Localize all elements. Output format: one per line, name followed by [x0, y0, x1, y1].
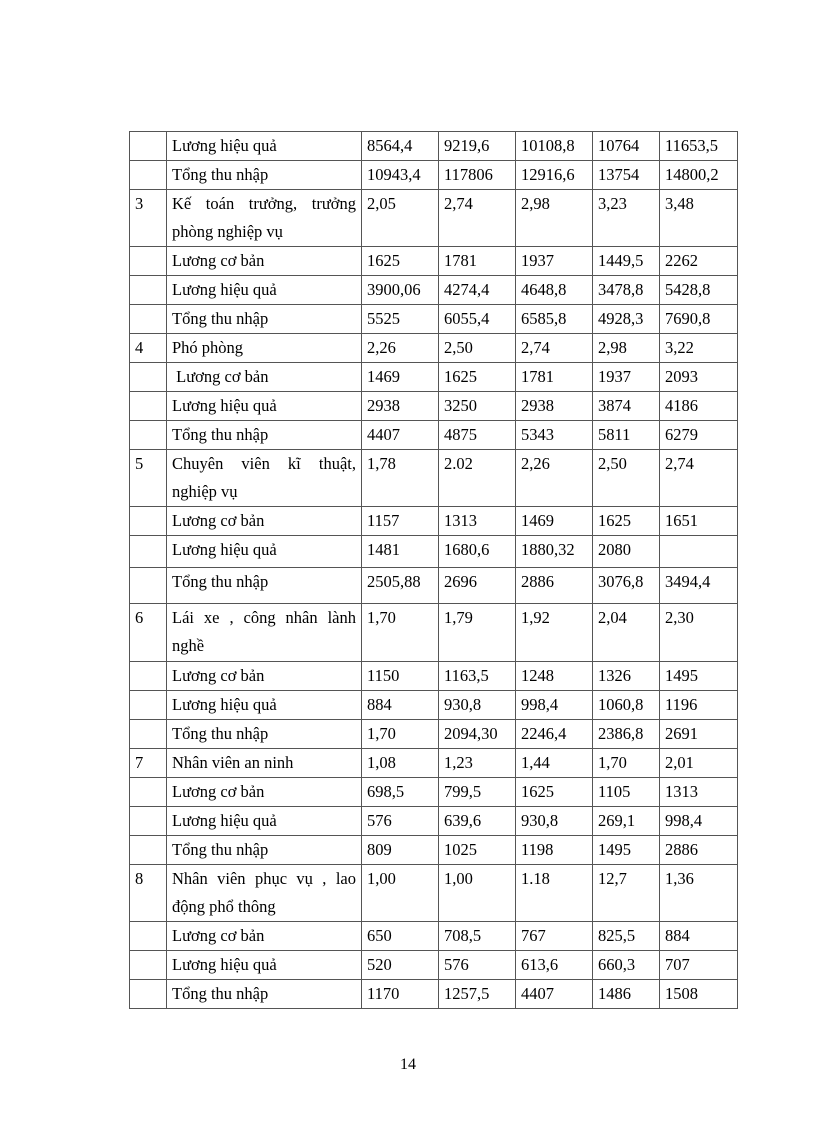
- value-cell: 12,7: [593, 865, 660, 922]
- value-cell: 1248: [516, 662, 593, 691]
- value-cell: 2,98: [593, 334, 660, 363]
- value-cell: 2,74: [516, 334, 593, 363]
- table-row: [130, 305, 738, 334]
- value-cell: 1508: [660, 980, 738, 1009]
- value-cell: 3,48: [660, 190, 738, 247]
- category-label-cell: Nhân viên phục vụ , lao động phổ thông: [167, 865, 362, 922]
- row-number-cell: [130, 132, 167, 161]
- row-number-cell: [130, 922, 167, 951]
- value-cell: 930,8: [516, 807, 593, 836]
- value-cell: 3494,4: [660, 568, 738, 604]
- table-row: [130, 161, 738, 190]
- table-row: [130, 334, 738, 363]
- table-row: [130, 836, 738, 865]
- value-cell: 2,05: [362, 190, 439, 247]
- value-cell: 1625: [362, 247, 439, 276]
- value-cell: 707: [660, 951, 738, 980]
- value-cell: 3250: [439, 392, 516, 421]
- table-row: [130, 604, 738, 662]
- item-label-cell: Tổng thu nhập: [167, 568, 362, 604]
- row-number-cell: [130, 536, 167, 568]
- value-cell: 1495: [593, 836, 660, 865]
- item-label-cell: Tổng thu nhập: [167, 980, 362, 1009]
- value-cell: 10764: [593, 132, 660, 161]
- value-cell: 3076,8: [593, 568, 660, 604]
- value-cell: [660, 536, 738, 568]
- row-number-cell: [130, 568, 167, 604]
- row-number-cell: 3: [130, 190, 167, 247]
- category-label-cell: Phó phòng: [167, 334, 362, 363]
- value-cell: 117806: [439, 161, 516, 190]
- row-number-cell: [130, 305, 167, 334]
- value-cell: 2,74: [660, 450, 738, 507]
- value-cell: 1,36: [660, 865, 738, 922]
- table-row: [130, 421, 738, 450]
- row-number-cell: [130, 836, 167, 865]
- value-cell: 1326: [593, 662, 660, 691]
- value-cell: 1163,5: [439, 662, 516, 691]
- value-cell: 14800,2: [660, 161, 738, 190]
- table-row: [130, 247, 738, 276]
- row-number-cell: [130, 363, 167, 392]
- value-cell: 1,23: [439, 749, 516, 778]
- value-cell: 4407: [516, 980, 593, 1009]
- item-label-cell: Tổng thu nhập: [167, 421, 362, 450]
- value-cell: 2246,4: [516, 720, 593, 749]
- value-cell: 1,70: [362, 604, 439, 662]
- row-number-cell: 6: [130, 604, 167, 662]
- value-cell: 1937: [516, 247, 593, 276]
- item-label-cell: Tổng thu nhập: [167, 836, 362, 865]
- value-cell: 576: [439, 951, 516, 980]
- value-cell: 9219,6: [439, 132, 516, 161]
- value-cell: 1,44: [516, 749, 593, 778]
- value-cell: 4274,4: [439, 276, 516, 305]
- value-cell: 5428,8: [660, 276, 738, 305]
- item-label-cell: Lương cơ bản: [167, 363, 362, 392]
- value-cell: 1481: [362, 536, 439, 568]
- value-cell: 2,30: [660, 604, 738, 662]
- table-row: [130, 662, 738, 691]
- value-cell: 825,5: [593, 922, 660, 951]
- value-cell: 2696: [439, 568, 516, 604]
- table-row: [130, 865, 738, 922]
- value-cell: 1313: [439, 507, 516, 536]
- table-row: [130, 807, 738, 836]
- salary-table: [129, 131, 738, 1009]
- category-label-cell: Kế toán trưởng, trưởng phòng nghiệp vụ: [167, 190, 362, 247]
- value-cell: 4407: [362, 421, 439, 450]
- item-label-cell: Tổng thu nhập: [167, 161, 362, 190]
- value-cell: 13754: [593, 161, 660, 190]
- table-row: [130, 276, 738, 305]
- table-row: [130, 980, 738, 1009]
- item-label-cell: Tổng thu nhập: [167, 720, 362, 749]
- table-row: [130, 507, 738, 536]
- item-label-cell: Tổng thu nhập: [167, 305, 362, 334]
- category-label-cell: Chuyên viên kĩ thuật, nghiệp vụ: [167, 450, 362, 507]
- item-label-cell: Lương cơ bản: [167, 778, 362, 807]
- value-cell: 809: [362, 836, 439, 865]
- value-cell: 3,23: [593, 190, 660, 247]
- value-cell: 767: [516, 922, 593, 951]
- value-cell: 2886: [660, 836, 738, 865]
- table-row: [130, 749, 738, 778]
- value-cell: 10108,8: [516, 132, 593, 161]
- category-label-cell: Lái xe , công nhân lành nghề: [167, 604, 362, 662]
- value-cell: 576: [362, 807, 439, 836]
- value-cell: 1.18: [516, 865, 593, 922]
- table-row: [130, 778, 738, 807]
- value-cell: 1060,8: [593, 691, 660, 720]
- table-row: [130, 392, 738, 421]
- table-row: [130, 190, 738, 247]
- value-cell: 1937: [593, 363, 660, 392]
- table-body: [130, 132, 738, 1009]
- table-row: [130, 951, 738, 980]
- table-row: [130, 922, 738, 951]
- value-cell: 998,4: [660, 807, 738, 836]
- row-number-cell: 5: [130, 450, 167, 507]
- value-cell: 2,04: [593, 604, 660, 662]
- value-cell: 3900,06: [362, 276, 439, 305]
- value-cell: 3874: [593, 392, 660, 421]
- row-number-cell: [130, 161, 167, 190]
- item-label-cell: Lương hiệu quả: [167, 807, 362, 836]
- value-cell: 1495: [660, 662, 738, 691]
- row-number-cell: [130, 247, 167, 276]
- item-label-cell: Lương cơ bản: [167, 922, 362, 951]
- value-cell: 7690,8: [660, 305, 738, 334]
- value-cell: 5525: [362, 305, 439, 334]
- value-cell: 639,6: [439, 807, 516, 836]
- row-number-cell: [130, 662, 167, 691]
- value-cell: 6279: [660, 421, 738, 450]
- value-cell: 3478,8: [593, 276, 660, 305]
- value-cell: 1198: [516, 836, 593, 865]
- value-cell: 650: [362, 922, 439, 951]
- value-cell: 1150: [362, 662, 439, 691]
- row-number-cell: [130, 980, 167, 1009]
- value-cell: 1,78: [362, 450, 439, 507]
- value-cell: 3,22: [660, 334, 738, 363]
- value-cell: 708,5: [439, 922, 516, 951]
- value-cell: 2080: [593, 536, 660, 568]
- value-cell: 1625: [593, 507, 660, 536]
- value-cell: 5343: [516, 421, 593, 450]
- value-cell: 613,6: [516, 951, 593, 980]
- value-cell: 930,8: [439, 691, 516, 720]
- table-row: [130, 450, 738, 507]
- value-cell: 2,50: [593, 450, 660, 507]
- value-cell: 698,5: [362, 778, 439, 807]
- table-row: [130, 691, 738, 720]
- value-cell: 269,1: [593, 807, 660, 836]
- value-cell: 799,5: [439, 778, 516, 807]
- value-cell: 2.02: [439, 450, 516, 507]
- value-cell: 2691: [660, 720, 738, 749]
- row-number-cell: [130, 507, 167, 536]
- value-cell: 1157: [362, 507, 439, 536]
- value-cell: 2886: [516, 568, 593, 604]
- value-cell: 1449,5: [593, 247, 660, 276]
- value-cell: 1625: [516, 778, 593, 807]
- value-cell: 2093: [660, 363, 738, 392]
- value-cell: 1196: [660, 691, 738, 720]
- table-row: [130, 132, 738, 161]
- item-label-cell: Lương hiệu quả: [167, 536, 362, 568]
- value-cell: 998,4: [516, 691, 593, 720]
- value-cell: 10943,4: [362, 161, 439, 190]
- value-cell: 660,3: [593, 951, 660, 980]
- value-cell: 1,70: [593, 749, 660, 778]
- table-row: [130, 363, 738, 392]
- value-cell: 2094,30: [439, 720, 516, 749]
- value-cell: 1,70: [362, 720, 439, 749]
- value-cell: 1651: [660, 507, 738, 536]
- value-cell: 1469: [516, 507, 593, 536]
- value-cell: 1625: [439, 363, 516, 392]
- value-cell: 1,00: [362, 865, 439, 922]
- value-cell: 6585,8: [516, 305, 593, 334]
- item-label-cell: Lương hiệu quả: [167, 951, 362, 980]
- value-cell: 884: [660, 922, 738, 951]
- value-cell: 1257,5: [439, 980, 516, 1009]
- table-row: [130, 720, 738, 749]
- value-cell: 2,26: [362, 334, 439, 363]
- row-number-cell: [130, 778, 167, 807]
- value-cell: 2,74: [439, 190, 516, 247]
- value-cell: 1469: [362, 363, 439, 392]
- value-cell: 4648,8: [516, 276, 593, 305]
- value-cell: 2262: [660, 247, 738, 276]
- value-cell: 1025: [439, 836, 516, 865]
- category-label-cell: Nhân viên an ninh: [167, 749, 362, 778]
- value-cell: 2,26: [516, 450, 593, 507]
- value-cell: 2938: [516, 392, 593, 421]
- value-cell: 1781: [516, 363, 593, 392]
- value-cell: 1680,6: [439, 536, 516, 568]
- value-cell: 520: [362, 951, 439, 980]
- value-cell: 4186: [660, 392, 738, 421]
- page-number: 14: [400, 1056, 416, 1073]
- value-cell: 1170: [362, 980, 439, 1009]
- item-label-cell: Lương hiệu quả: [167, 392, 362, 421]
- row-number-cell: 8: [130, 865, 167, 922]
- row-number-cell: [130, 951, 167, 980]
- item-label-cell: Lương hiệu quả: [167, 132, 362, 161]
- item-label-cell: Lương cơ bản: [167, 507, 362, 536]
- value-cell: 1,79: [439, 604, 516, 662]
- row-number-cell: [130, 720, 167, 749]
- row-number-cell: 7: [130, 749, 167, 778]
- value-cell: 5811: [593, 421, 660, 450]
- value-cell: 2,01: [660, 749, 738, 778]
- value-cell: 1105: [593, 778, 660, 807]
- value-cell: 1,08: [362, 749, 439, 778]
- value-cell: 6055,4: [439, 305, 516, 334]
- value-cell: 4928,3: [593, 305, 660, 334]
- value-cell: 2505,88: [362, 568, 439, 604]
- value-cell: 1781: [439, 247, 516, 276]
- value-cell: 1,92: [516, 604, 593, 662]
- value-cell: 8564,4: [362, 132, 439, 161]
- value-cell: 1313: [660, 778, 738, 807]
- table-row: [130, 536, 738, 568]
- row-number-cell: [130, 392, 167, 421]
- value-cell: 2386,8: [593, 720, 660, 749]
- row-number-cell: [130, 421, 167, 450]
- item-label-cell: Lương hiệu quả: [167, 691, 362, 720]
- row-number-cell: [130, 807, 167, 836]
- value-cell: 1880,32: [516, 536, 593, 568]
- row-number-cell: [130, 276, 167, 305]
- table-row: [130, 568, 738, 604]
- row-number-cell: 4: [130, 334, 167, 363]
- value-cell: 2,50: [439, 334, 516, 363]
- item-label-cell: Lương hiệu quả: [167, 276, 362, 305]
- item-label-cell: Lương cơ bản: [167, 662, 362, 691]
- value-cell: 4875: [439, 421, 516, 450]
- item-label-cell: Lương cơ bản: [167, 247, 362, 276]
- value-cell: 12916,6: [516, 161, 593, 190]
- value-cell: 1,00: [439, 865, 516, 922]
- value-cell: 1486: [593, 980, 660, 1009]
- value-cell: 2938: [362, 392, 439, 421]
- value-cell: 11653,5: [660, 132, 738, 161]
- value-cell: 2,98: [516, 190, 593, 247]
- value-cell: 884: [362, 691, 439, 720]
- row-number-cell: [130, 691, 167, 720]
